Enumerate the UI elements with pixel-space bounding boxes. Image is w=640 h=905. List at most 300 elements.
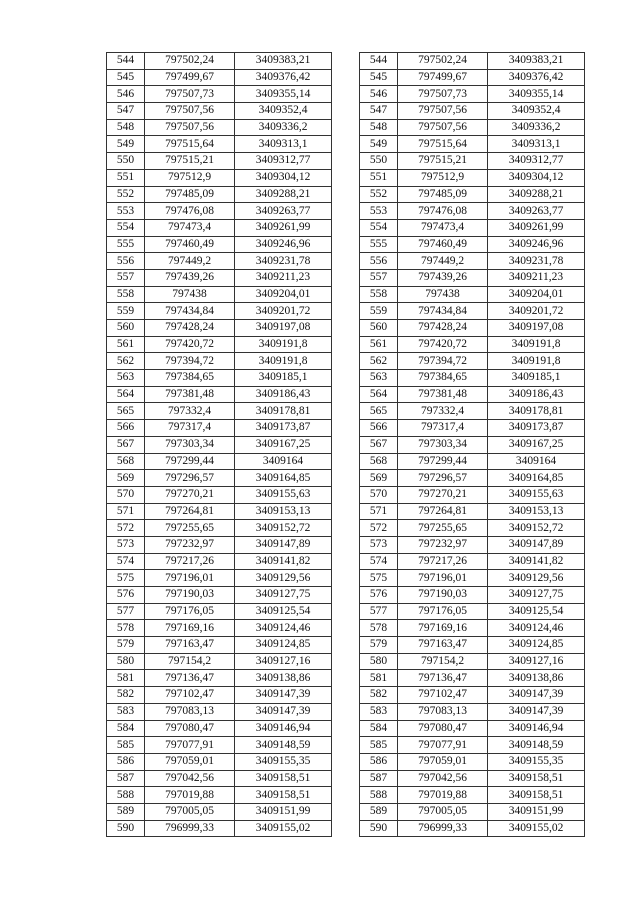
y-coordinate-cell: 3409383,21 [488,53,585,70]
x-coordinate-cell: 797232,97 [398,536,488,553]
x-coordinate-cell: 797499,67 [145,69,235,86]
x-coordinate-cell: 797080,47 [398,720,488,737]
point-number-cell: 551 [360,169,398,186]
point-number-cell: 557 [107,269,145,286]
table-row [360,587,585,604]
point-number-cell: 552 [107,186,145,203]
x-coordinate-cell: 797428,24 [145,320,235,337]
table-row [360,186,585,203]
x-coordinate-cell: 797420,72 [145,336,235,353]
table-row [107,286,332,303]
y-coordinate-cell: 3409288,21 [488,186,585,203]
table-row [360,486,585,503]
x-coordinate-cell: 797154,2 [145,653,235,670]
y-coordinate-cell: 3409124,85 [488,637,585,654]
table-row [360,703,585,720]
x-coordinate-cell: 797507,56 [145,119,235,136]
y-coordinate-cell: 3409158,51 [488,770,585,787]
x-coordinate-cell: 797512,9 [398,169,488,186]
x-coordinate-cell: 797449,2 [398,253,488,270]
point-number-cell: 567 [107,436,145,453]
table-row [360,53,585,70]
table-row [360,269,585,286]
table-row [360,820,585,837]
table-body [360,53,585,837]
table-row [107,353,332,370]
y-coordinate-cell: 3409127,16 [235,653,332,670]
point-number-cell: 565 [107,403,145,420]
x-coordinate-cell: 797163,47 [398,637,488,654]
y-coordinate-cell: 3409204,01 [488,286,585,303]
table-row [107,536,332,553]
table-row [360,470,585,487]
table-row [107,737,332,754]
y-coordinate-cell: 3409138,86 [235,670,332,687]
table-row [107,153,332,170]
table-row [107,453,332,470]
point-number-cell: 562 [360,353,398,370]
table-row [360,236,585,253]
table-row [360,503,585,520]
point-number-cell: 553 [360,203,398,220]
point-number-cell: 581 [360,670,398,687]
x-coordinate-cell: 797499,67 [398,69,488,86]
x-coordinate-cell: 797176,05 [398,603,488,620]
table-row [107,770,332,787]
x-coordinate-cell: 797439,26 [145,269,235,286]
y-coordinate-cell: 3409141,82 [235,553,332,570]
table-row [107,186,332,203]
x-coordinate-cell: 797232,97 [145,536,235,553]
y-coordinate-cell: 3409173,87 [235,420,332,437]
point-number-cell: 587 [107,770,145,787]
point-number-cell: 548 [360,119,398,136]
table-body [107,53,332,837]
table-row [360,353,585,370]
x-coordinate-cell: 797019,88 [145,787,235,804]
point-number-cell: 584 [360,720,398,737]
point-number-cell: 565 [360,403,398,420]
point-number-cell: 590 [360,820,398,837]
y-coordinate-cell: 3409127,75 [235,587,332,604]
point-number-cell: 577 [107,603,145,620]
y-coordinate-cell: 3409158,51 [488,787,585,804]
table-row [360,753,585,770]
point-number-cell: 545 [107,69,145,86]
x-coordinate-cell: 797169,16 [398,620,488,637]
point-number-cell: 550 [360,153,398,170]
x-coordinate-cell: 797255,65 [145,520,235,537]
y-coordinate-cell: 3409352,4 [488,103,585,120]
y-coordinate-cell: 3409127,16 [488,653,585,670]
x-coordinate-cell: 797332,4 [145,403,235,420]
point-number-cell: 555 [360,236,398,253]
point-number-cell: 564 [360,386,398,403]
table-row [107,420,332,437]
y-coordinate-cell: 3409313,1 [488,136,585,153]
x-coordinate-cell: 797083,13 [398,703,488,720]
table-row [107,136,332,153]
point-number-cell: 575 [360,570,398,587]
x-coordinate-cell: 797083,13 [145,703,235,720]
table-row [360,536,585,553]
table-row [107,219,332,236]
y-coordinate-cell: 3409336,2 [488,119,585,136]
x-coordinate-cell: 797434,84 [145,303,235,320]
y-coordinate-cell: 3409124,85 [235,637,332,654]
table-row [360,720,585,737]
x-coordinate-cell: 797005,05 [398,803,488,820]
x-coordinate-cell: 797434,84 [398,303,488,320]
x-coordinate-cell: 797473,4 [398,219,488,236]
table-row [107,720,332,737]
y-coordinate-cell: 3409147,39 [488,703,585,720]
table-row [360,103,585,120]
point-number-cell: 549 [360,136,398,153]
x-coordinate-cell: 797507,56 [398,103,488,120]
x-coordinate-cell: 797270,21 [145,486,235,503]
table-row [107,753,332,770]
point-number-cell: 585 [107,737,145,754]
point-number-cell: 578 [107,620,145,637]
x-coordinate-cell: 797196,01 [398,570,488,587]
x-coordinate-cell: 797515,21 [398,153,488,170]
table-row [107,620,332,637]
y-coordinate-cell: 3409155,02 [488,820,585,837]
y-coordinate-cell: 3409352,4 [235,103,332,120]
table-row [360,153,585,170]
x-coordinate-cell: 797176,05 [145,603,235,620]
y-coordinate-cell: 3409146,94 [235,720,332,737]
y-coordinate-cell: 3409231,78 [235,253,332,270]
table-row [107,553,332,570]
point-number-cell: 546 [360,86,398,103]
table-row [107,503,332,520]
point-number-cell: 566 [107,420,145,437]
point-number-cell: 563 [107,370,145,387]
y-coordinate-cell: 3409164,85 [235,470,332,487]
x-coordinate-cell: 797299,44 [145,453,235,470]
y-coordinate-cell: 3409185,1 [235,370,332,387]
x-coordinate-cell: 797019,88 [398,787,488,804]
y-coordinate-cell: 3409383,21 [235,53,332,70]
y-coordinate-cell: 3409164 [488,453,585,470]
y-coordinate-cell: 3409129,56 [488,570,585,587]
table-row [107,86,332,103]
point-number-cell: 571 [360,503,398,520]
x-coordinate-cell: 797485,09 [398,186,488,203]
y-coordinate-cell: 3409263,77 [235,203,332,220]
y-coordinate-cell: 3409148,59 [235,737,332,754]
y-coordinate-cell: 3409304,12 [235,169,332,186]
x-coordinate-cell: 797059,01 [398,753,488,770]
table-row [107,119,332,136]
x-coordinate-cell: 797270,21 [398,486,488,503]
y-coordinate-cell: 3409147,89 [488,536,585,553]
point-number-cell: 554 [360,219,398,236]
point-number-cell: 556 [107,253,145,270]
point-number-cell: 576 [107,587,145,604]
point-number-cell: 553 [107,203,145,220]
x-coordinate-cell: 797449,2 [145,253,235,270]
point-number-cell: 582 [360,687,398,704]
point-number-cell: 563 [360,370,398,387]
table-row [107,236,332,253]
x-coordinate-cell: 797077,91 [398,737,488,754]
point-number-cell: 566 [360,420,398,437]
point-number-cell: 590 [107,820,145,837]
y-coordinate-cell: 3409246,96 [488,236,585,253]
y-coordinate-cell: 3409151,99 [235,803,332,820]
point-number-cell: 570 [107,486,145,503]
table-row [107,637,332,654]
table-row [360,403,585,420]
x-coordinate-cell: 797317,4 [145,420,235,437]
x-coordinate-cell: 797512,9 [145,169,235,186]
y-coordinate-cell: 3409355,14 [488,86,585,103]
y-coordinate-cell: 3409152,72 [488,520,585,537]
point-number-cell: 560 [107,320,145,337]
point-number-cell: 564 [107,386,145,403]
table-row [360,286,585,303]
point-number-cell: 557 [360,269,398,286]
y-coordinate-cell: 3409158,51 [235,787,332,804]
point-number-cell: 568 [107,453,145,470]
point-number-cell: 550 [107,153,145,170]
point-number-cell: 573 [360,536,398,553]
table-row [107,169,332,186]
y-coordinate-cell: 3409153,13 [235,503,332,520]
y-coordinate-cell: 3409124,46 [488,620,585,637]
table-row [360,520,585,537]
table-row [360,119,585,136]
y-coordinate-cell: 3409197,08 [488,320,585,337]
x-coordinate-cell: 797102,47 [398,687,488,704]
table-row [360,453,585,470]
point-number-cell: 581 [107,670,145,687]
point-number-cell: 583 [360,703,398,720]
x-coordinate-cell: 797190,03 [145,587,235,604]
x-coordinate-cell: 796999,33 [145,820,235,837]
x-coordinate-cell: 797502,24 [398,53,488,70]
point-number-cell: 580 [360,653,398,670]
y-coordinate-cell: 3409231,78 [488,253,585,270]
table-row [360,687,585,704]
point-number-cell: 549 [107,136,145,153]
table-row [107,587,332,604]
y-coordinate-cell: 3409376,42 [488,69,585,86]
x-coordinate-cell: 797299,44 [398,453,488,470]
x-coordinate-cell: 797042,56 [145,770,235,787]
x-coordinate-cell: 797502,24 [145,53,235,70]
point-number-cell: 567 [360,436,398,453]
point-number-cell: 558 [107,286,145,303]
x-coordinate-cell: 797005,05 [145,803,235,820]
table-row [107,69,332,86]
x-coordinate-cell: 797255,65 [398,520,488,537]
x-coordinate-cell: 797460,49 [398,236,488,253]
table-row [360,770,585,787]
point-number-cell: 583 [107,703,145,720]
table-row [360,203,585,220]
y-coordinate-cell: 3409147,39 [235,703,332,720]
x-coordinate-cell: 797217,26 [398,553,488,570]
y-coordinate-cell: 3409313,1 [235,136,332,153]
table-row [360,253,585,270]
table-row [360,69,585,86]
y-coordinate-cell: 3409146,94 [488,720,585,737]
x-coordinate-cell: 797507,73 [145,86,235,103]
table-row [107,303,332,320]
y-coordinate-cell: 3409127,75 [488,587,585,604]
table-row [360,670,585,687]
x-coordinate-cell: 797439,26 [398,269,488,286]
x-coordinate-cell: 797438 [145,286,235,303]
y-coordinate-cell: 3409178,81 [488,403,585,420]
y-coordinate-cell: 3409178,81 [235,403,332,420]
table-row [360,86,585,103]
point-number-cell: 551 [107,169,145,186]
y-coordinate-cell: 3409129,56 [235,570,332,587]
x-coordinate-cell: 797296,57 [145,470,235,487]
y-coordinate-cell: 3409185,1 [488,370,585,387]
point-number-cell: 572 [360,520,398,537]
y-coordinate-cell: 3409141,82 [488,553,585,570]
y-coordinate-cell: 3409201,72 [488,303,585,320]
x-coordinate-cell: 797077,91 [145,737,235,754]
point-number-cell: 584 [107,720,145,737]
point-number-cell: 548 [107,119,145,136]
y-coordinate-cell: 3409155,02 [235,820,332,837]
point-number-cell: 544 [107,53,145,70]
y-coordinate-cell: 3409173,87 [488,420,585,437]
point-number-cell: 558 [360,286,398,303]
y-coordinate-cell: 3409186,43 [488,386,585,403]
table-row [107,520,332,537]
table-row [360,570,585,587]
table-row [360,219,585,236]
table-row [360,386,585,403]
table-row [360,603,585,620]
table-row [107,470,332,487]
table-row [107,703,332,720]
point-number-cell: 577 [360,603,398,620]
x-coordinate-cell: 797476,08 [145,203,235,220]
x-coordinate-cell: 797264,81 [398,503,488,520]
y-coordinate-cell: 3409155,35 [488,753,585,770]
x-coordinate-cell: 797384,65 [145,370,235,387]
y-coordinate-cell: 3409204,01 [235,286,332,303]
point-number-cell: 575 [107,570,145,587]
table-row [107,436,332,453]
y-coordinate-cell: 3409158,51 [235,770,332,787]
y-coordinate-cell: 3409148,59 [488,737,585,754]
table-row [107,653,332,670]
point-number-cell: 574 [360,553,398,570]
x-coordinate-cell: 797460,49 [145,236,235,253]
point-number-cell: 573 [107,536,145,553]
table-row [107,403,332,420]
y-coordinate-cell: 3409355,14 [235,86,332,103]
table-row [360,637,585,654]
y-coordinate-cell: 3409138,86 [488,670,585,687]
table-row [107,486,332,503]
x-coordinate-cell: 797217,26 [145,553,235,570]
y-coordinate-cell: 3409211,23 [488,269,585,286]
x-coordinate-cell: 797102,47 [145,687,235,704]
y-coordinate-cell: 3409147,39 [235,687,332,704]
point-number-cell: 589 [107,803,145,820]
point-number-cell: 571 [107,503,145,520]
x-coordinate-cell: 797515,64 [145,136,235,153]
x-coordinate-cell: 797394,72 [398,353,488,370]
y-coordinate-cell: 3409312,77 [488,153,585,170]
x-coordinate-cell: 797381,48 [145,386,235,403]
table-row [360,620,585,637]
x-coordinate-cell: 797394,72 [145,353,235,370]
table-row [107,687,332,704]
point-number-cell: 576 [360,587,398,604]
y-coordinate-cell: 3409164,85 [488,470,585,487]
y-coordinate-cell: 3409312,77 [235,153,332,170]
x-coordinate-cell: 797420,72 [398,336,488,353]
x-coordinate-cell: 797154,2 [398,653,488,670]
point-number-cell: 547 [360,103,398,120]
x-coordinate-cell: 797381,48 [398,386,488,403]
table-row [107,203,332,220]
x-coordinate-cell: 797080,47 [145,720,235,737]
table-row [107,787,332,804]
x-coordinate-cell: 797042,56 [398,770,488,787]
x-coordinate-cell: 797332,4 [398,403,488,420]
y-coordinate-cell: 3409153,13 [488,503,585,520]
y-coordinate-cell: 3409125,54 [235,603,332,620]
point-number-cell: 568 [360,453,398,470]
y-coordinate-cell: 3409155,35 [235,753,332,770]
table-row [360,553,585,570]
point-number-cell: 579 [360,637,398,654]
table-row [107,386,332,403]
x-coordinate-cell: 797317,4 [398,420,488,437]
point-number-cell: 589 [360,803,398,820]
point-number-cell: 555 [107,236,145,253]
point-number-cell: 547 [107,103,145,120]
table-row [360,436,585,453]
y-coordinate-cell: 3409152,72 [235,520,332,537]
y-coordinate-cell: 3409191,8 [235,336,332,353]
x-coordinate-cell: 797507,56 [145,103,235,120]
y-coordinate-cell: 3409147,89 [235,536,332,553]
y-coordinate-cell: 3409155,63 [488,486,585,503]
y-coordinate-cell: 3409304,12 [488,169,585,186]
y-coordinate-cell: 3409263,77 [488,203,585,220]
x-coordinate-cell: 797438 [398,286,488,303]
point-number-cell: 559 [360,303,398,320]
table-row [107,803,332,820]
point-number-cell: 561 [360,336,398,353]
x-coordinate-cell: 797384,65 [398,370,488,387]
point-number-cell: 586 [360,753,398,770]
point-number-cell: 585 [360,737,398,754]
y-coordinate-cell: 3409186,43 [235,386,332,403]
point-number-cell: 580 [107,653,145,670]
table-row [360,787,585,804]
y-coordinate-cell: 3409376,42 [235,69,332,86]
point-number-cell: 554 [107,219,145,236]
point-number-cell: 545 [360,69,398,86]
point-number-cell: 582 [107,687,145,704]
y-coordinate-cell: 3409211,23 [235,269,332,286]
